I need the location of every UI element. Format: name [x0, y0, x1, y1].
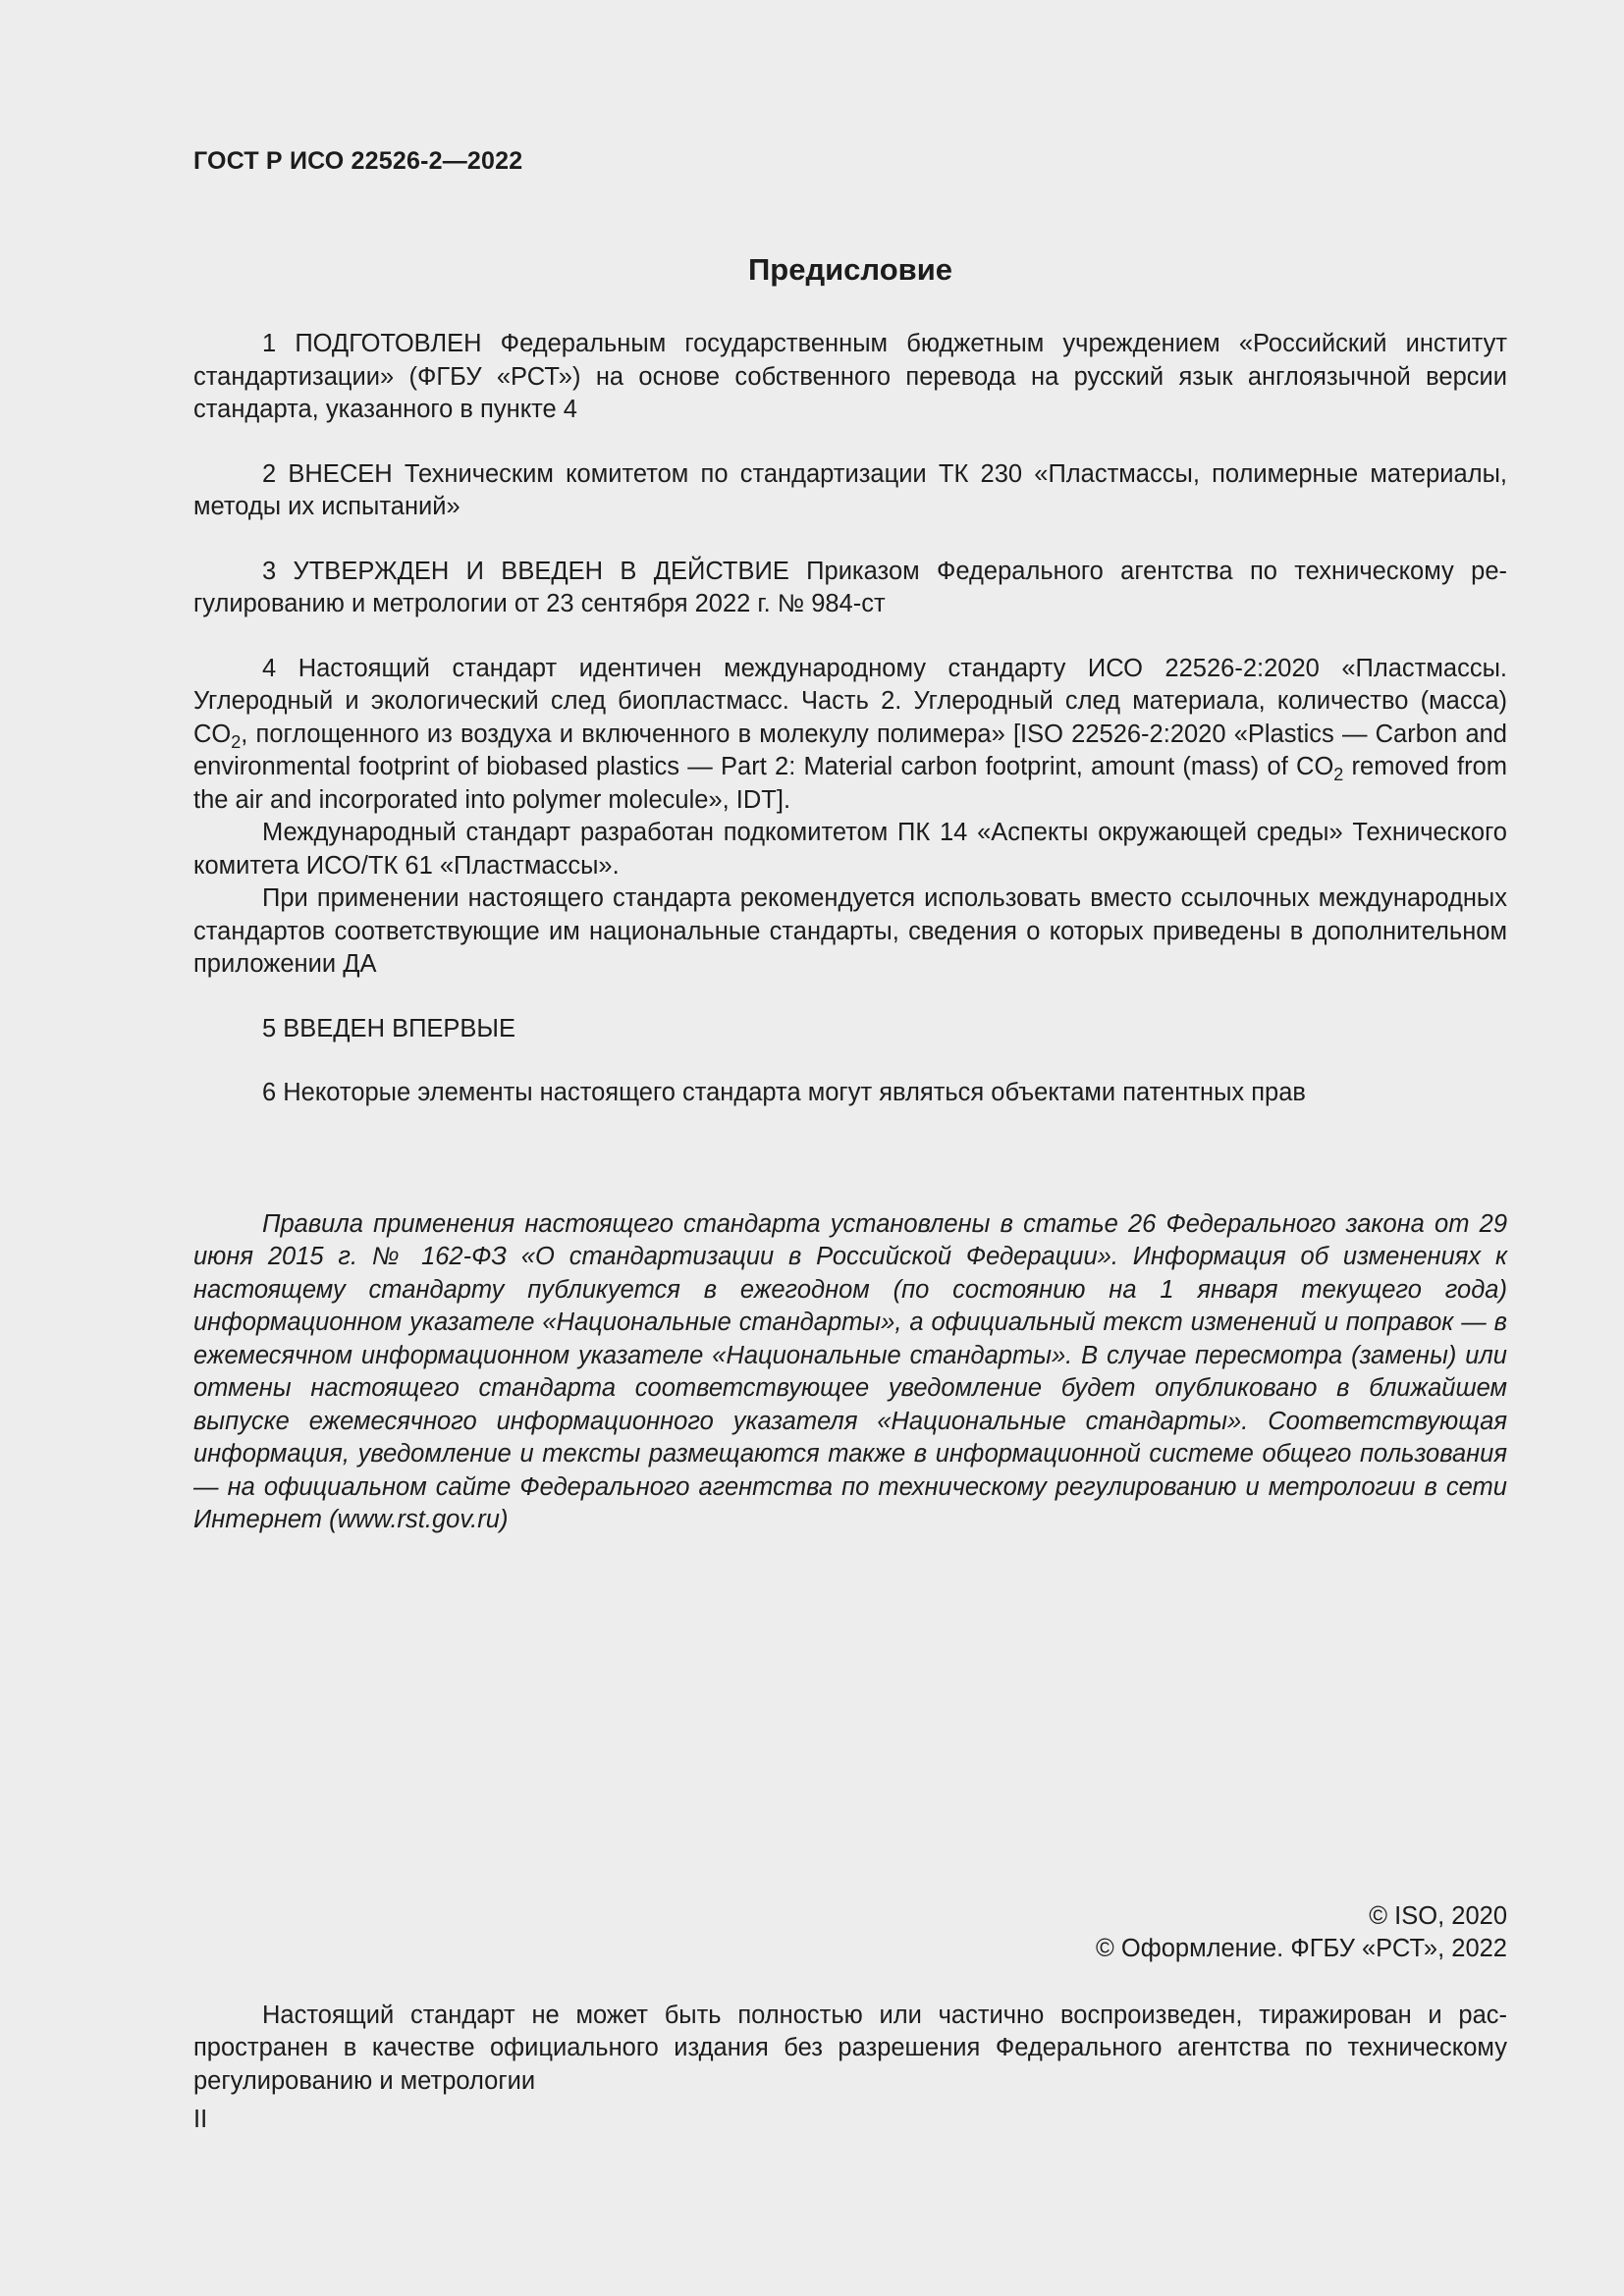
item4-text-a: 4 Настоящий стандарт идентичен международному стандарту ИСО 22526-2:2020 «Пластмассы. Углеродный и экологический след биопластмасс. Часть 2. Углеродный след материала, количество (масса) CO	[193, 654, 1507, 748]
page-number: II	[193, 2106, 208, 2133]
copyright-design: © Оформление. ФГБУ «РСТ», 2022	[1096, 1935, 1507, 1962]
document-page	[193, 147, 1507, 2134]
preface-item-3: 3 УТВЕРЖДЕН И ВВЕДЕН В ДЕЙСТВИЕ Приказом Федерального агентства по техническому регулированию и метрологии от 23 сентября 2022 г. № 984-ст	[193, 557, 1507, 617]
preface-item-4-paragraph-2: Международный стандарт разработан подкомитетом ПК 14 «Аспекты окружающей среды» Технического комитета ИСО/ТК 61 «Пластмассы».	[193, 819, 1507, 880]
rules-notice: Правила применения настоящего стандарта установлены в статье 26 Федерального закона от 29 июня 2015 г. № 162-ФЗ «О стандартизации в Российской Федерации». Информация об изменениях к настоящему стандарту публикуется в ежегодном (по состоянию на 1 января текущего года) информационном указателе «Национальные стандарты», а официальный текст изменений и поправок — в ежемесячном информационном указателе «Национальные стандарты». В случае пересмотра (замены) или отмены настоящего стандарта соответствующее уведомление будет опубликовано в ближайшем выпуске ежемесячного информационного указателя «Национальные стандарты». Соответствующая информация, уведомление и тексты размещаются также в информационной системе общего пользования — на официальном сайте Федерального агентства по техническому регулированию и метрологии в сети Интернет (www.rst.gov.ru)	[193, 1209, 1507, 1533]
subscript-2: 2	[231, 731, 242, 752]
preface-item-1: 1 ПОДГОТОВЛЕН Федеральным государственным бюджетным учреждением «Российский институт стандартизации» (ФГБУ «РСТ») на основе собственного перевода на русский язык англоязычной версии стандарта, указанного в пункте 4	[193, 330, 1507, 423]
document-code: ГОСТ Р ИСО 22526-2—2022	[193, 147, 523, 175]
preface-item-4-paragraph-3: При применении настоящего стандарта рекомендуется использовать вместо ссылочных международных стандартов соответствующие им национальные стандарты, сведения о которых приведены в дополнительном приложении ДА	[193, 884, 1507, 978]
item4-text-b: , поглощенного из воздуха и включенного в молекулу полимера» [ISO 22526-2:2020 «Plastics — Carbon and environmental footprint of biobased plastics — Part 2: Material carbon footprint, amount (mass) of CO	[193, 720, 1507, 780]
item4-text-c: removed from the air and incorporated into polymer molecule», IDT].	[193, 753, 1507, 814]
preface-item-6: 6 Некоторые элементы настоящего стандарта могут являться объектами патентных прав	[262, 1079, 1306, 1106]
preface-item-5: 5 ВВЕДЕН ВПЕРВЫЕ	[262, 1014, 516, 1042]
subscript-2: 2	[1333, 765, 1344, 784]
copyright-iso: © ISO, 2020	[1369, 1901, 1507, 1930]
preface-item-2: 2 ВНЕСЕН Техническим комитетом по стандартизации ТК 230 «Пластмассы, полимерные материалы, методы их испытаний»	[193, 459, 1507, 520]
page-title: Предисловие	[747, 252, 952, 287]
preface-item-4	[193, 653, 1507, 818]
reproduction-notice: Настоящий стандарт не может быть полностью или частично воспроизведен, тиражирован и распространен в качестве официального издания без разрешения Федерального агентства по техническому регулированию и метрологии	[193, 2001, 1507, 2095]
